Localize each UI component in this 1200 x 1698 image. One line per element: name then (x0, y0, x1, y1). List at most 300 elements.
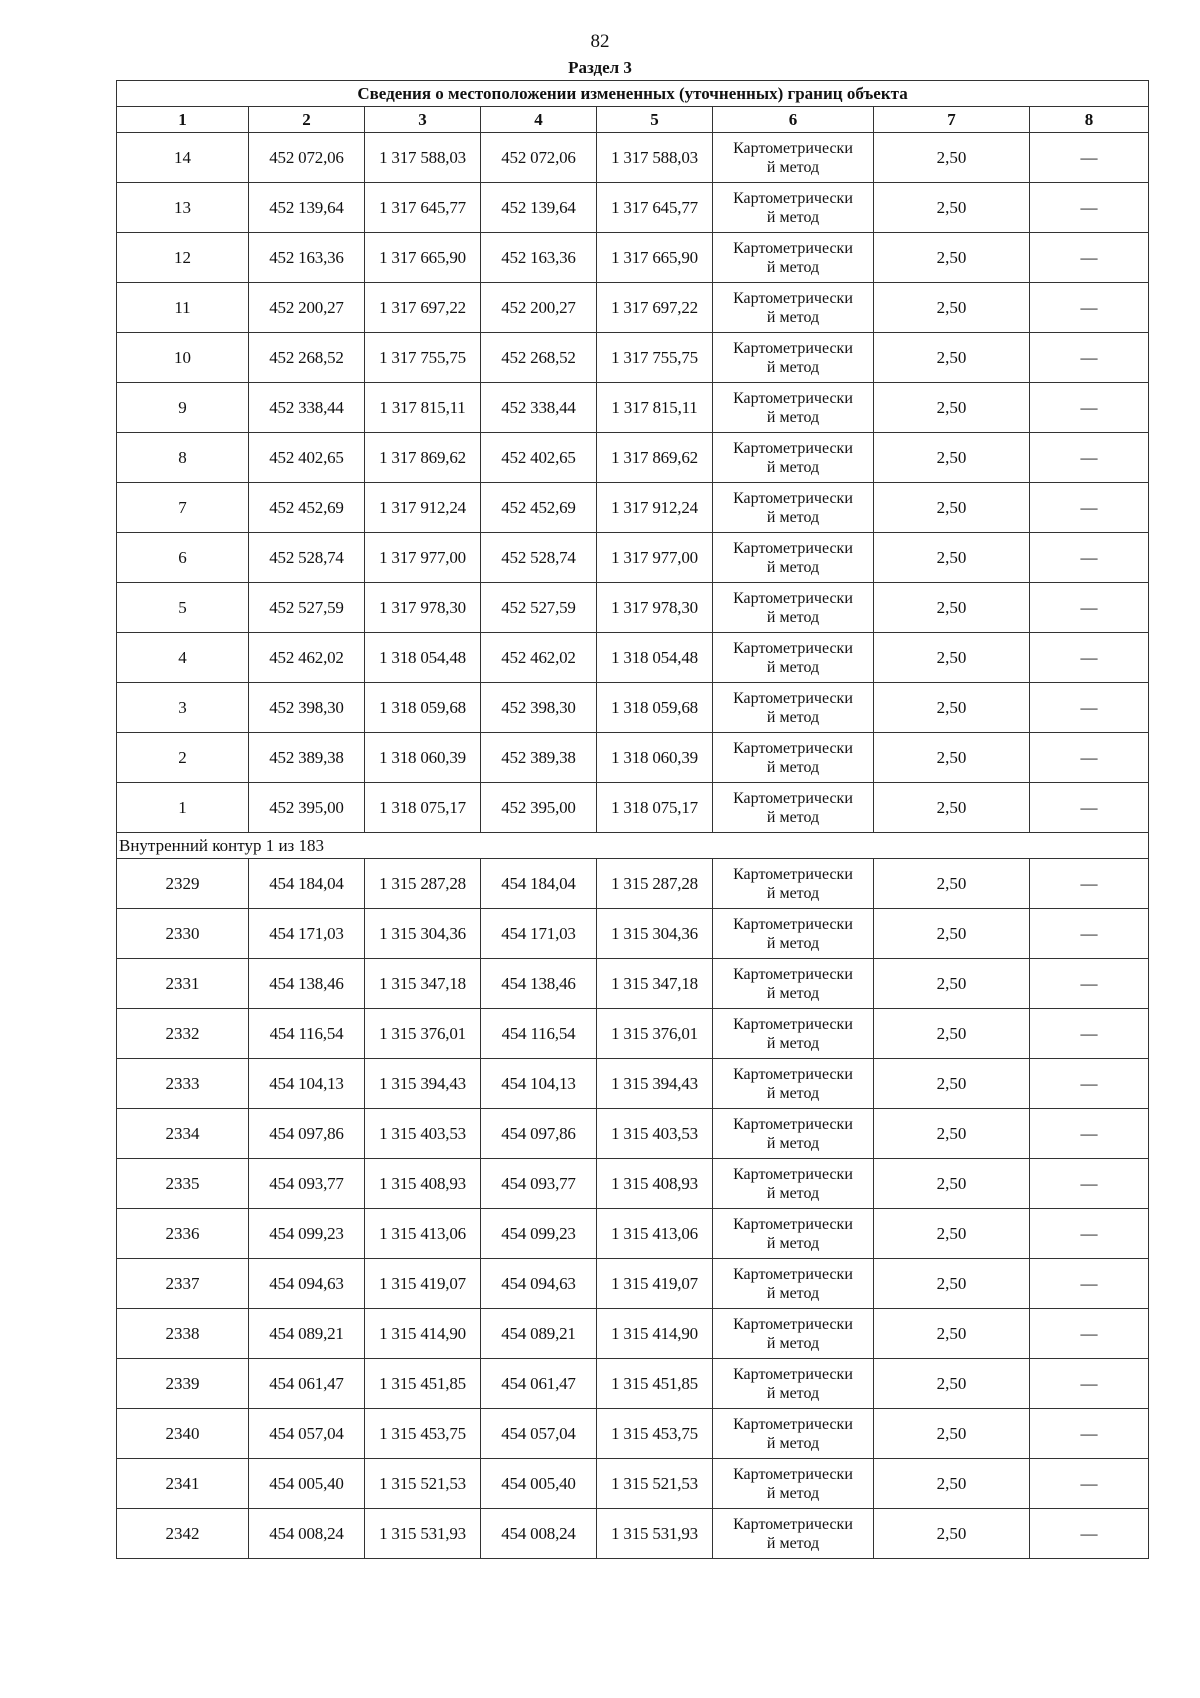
method-cell (713, 859, 874, 909)
precision-cell: 2,50 (874, 1159, 1030, 1209)
existing-y-cell: 1 315 376,01 (365, 1009, 481, 1059)
table-row (117, 733, 1149, 783)
method-line-1: Картометрически (733, 1215, 853, 1233)
table-row (117, 783, 1149, 833)
existing-y-cell: 1 315 287,28 (365, 859, 481, 909)
method-line-2: й метод (766, 934, 820, 952)
table-row (117, 959, 1149, 1009)
method-cell (713, 1309, 874, 1359)
existing-y-cell: 1 315 413,06 (365, 1209, 481, 1259)
point-number-cell: 4 (117, 633, 249, 683)
method-line-2: й метод (766, 1084, 820, 1102)
existing-y-cell: 1 315 304,36 (365, 909, 481, 959)
new-x-cell: 452 527,59 (481, 583, 597, 633)
method-line-2: й метод (766, 1484, 820, 1502)
method-line-2: й метод (766, 458, 820, 476)
precision-cell: 2,50 (874, 959, 1030, 1009)
existing-y-cell: 1 315 531,93 (365, 1509, 481, 1559)
precision-cell: 2,50 (874, 683, 1030, 733)
new-x-cell: 452 398,30 (481, 683, 597, 733)
method-cell (713, 383, 874, 433)
table-row (117, 1309, 1149, 1359)
table-row (117, 233, 1149, 283)
existing-y-cell: 1 315 347,18 (365, 959, 481, 1009)
existing-y-cell: 1 315 521,53 (365, 1459, 481, 1509)
description-cell: — (1030, 1109, 1149, 1159)
precision-cell: 2,50 (874, 859, 1030, 909)
method-line-2: й метод (766, 508, 820, 526)
new-y-cell: 1 315 453,75 (597, 1409, 713, 1459)
method-line-1: Картометрически (733, 239, 853, 257)
description-cell: — (1030, 1509, 1149, 1559)
method-line-2: й метод (766, 208, 820, 226)
method-line-1: Картометрически (733, 1415, 853, 1433)
method-line-2: й метод (766, 1184, 820, 1202)
description-cell: — (1030, 533, 1149, 583)
method-line-1: Картометрически (733, 1165, 853, 1183)
existing-x-cell: 454 005,40 (249, 1459, 365, 1509)
method-cell (713, 1409, 874, 1459)
table-row (117, 1209, 1149, 1259)
method-line-2: й метод (766, 808, 820, 826)
method-line-2: й метод (766, 1384, 820, 1402)
description-cell: — (1030, 383, 1149, 433)
point-number-cell: 3 (117, 683, 249, 733)
point-number-cell: 2342 (117, 1509, 249, 1559)
existing-x-cell: 454 184,04 (249, 859, 365, 909)
description-cell: — (1030, 283, 1149, 333)
table-row (117, 583, 1149, 633)
method-line-1: Картометрически (733, 1065, 853, 1083)
new-x-cell: 452 338,44 (481, 383, 597, 433)
point-number-cell: 2329 (117, 859, 249, 909)
method-line-2: й метод (766, 408, 820, 426)
point-number-cell: 11 (117, 283, 249, 333)
method-cell (713, 433, 874, 483)
description-cell: — (1030, 683, 1149, 733)
new-x-cell: 454 171,03 (481, 909, 597, 959)
method-cell (713, 1509, 874, 1559)
method-cell (713, 483, 874, 533)
existing-y-cell: 1 317 815,11 (365, 383, 481, 433)
table-row (117, 1009, 1149, 1059)
method-line-1: Картометрически (733, 965, 853, 983)
table-row (117, 1259, 1149, 1309)
point-number-cell: 2338 (117, 1309, 249, 1359)
existing-x-cell: 454 094,63 (249, 1259, 365, 1309)
column-header: 1 (117, 107, 249, 133)
section-title: Раздел 3 (568, 58, 632, 77)
method-line-2: й метод (766, 1234, 820, 1252)
existing-y-cell: 1 315 414,90 (365, 1309, 481, 1359)
description-cell: — (1030, 1159, 1149, 1209)
table-row (117, 1059, 1149, 1109)
table-row (117, 283, 1149, 333)
method-line-1: Картометрически (733, 139, 853, 157)
new-y-cell: 1 315 287,28 (597, 859, 713, 909)
table-row (117, 483, 1149, 533)
point-number-cell: 2341 (117, 1459, 249, 1509)
description-cell: — (1030, 1259, 1149, 1309)
description-cell: — (1030, 1409, 1149, 1459)
method-line-2: й метод (766, 708, 820, 726)
precision-cell: 2,50 (874, 333, 1030, 383)
new-x-cell: 454 116,54 (481, 1009, 597, 1059)
existing-x-cell: 454 099,23 (249, 1209, 365, 1259)
method-cell (713, 333, 874, 383)
method-line-2: й метод (766, 658, 820, 676)
precision-cell: 2,50 (874, 1209, 1030, 1259)
method-line-1: Картометрически (733, 789, 853, 807)
existing-x-cell: 454 061,47 (249, 1359, 365, 1409)
point-number-cell: 7 (117, 483, 249, 533)
method-line-2: й метод (766, 158, 820, 176)
method-line-1: Картометрически (733, 339, 853, 357)
method-line-1: Картометрически (733, 1265, 853, 1283)
method-cell (713, 283, 874, 333)
existing-x-cell: 454 093,77 (249, 1159, 365, 1209)
method-line-2: й метод (766, 258, 820, 276)
point-number-cell: 2331 (117, 959, 249, 1009)
method-cell (713, 733, 874, 783)
new-x-cell: 452 139,64 (481, 183, 597, 233)
method-line-1: Картометрически (733, 1015, 853, 1033)
method-line-1: Картометрически (733, 689, 853, 707)
precision-cell: 2,50 (874, 1459, 1030, 1509)
existing-x-cell: 452 072,06 (249, 133, 365, 183)
method-line-1: Картометрически (733, 1115, 853, 1133)
new-y-cell: 1 315 403,53 (597, 1109, 713, 1159)
column-header: 8 (1030, 107, 1149, 133)
precision-cell: 2,50 (874, 1359, 1030, 1409)
precision-cell: 2,50 (874, 233, 1030, 283)
existing-y-cell: 1 318 060,39 (365, 733, 481, 783)
column-header: 3 (365, 107, 481, 133)
new-y-cell: 1 317 912,24 (597, 483, 713, 533)
new-x-cell: 452 452,69 (481, 483, 597, 533)
method-line-1: Картометрически (733, 189, 853, 207)
column-header: 4 (481, 107, 597, 133)
point-number-cell: 2340 (117, 1409, 249, 1459)
existing-x-cell: 454 089,21 (249, 1309, 365, 1359)
precision-cell: 2,50 (874, 1109, 1030, 1159)
method-cell (713, 1109, 874, 1159)
existing-y-cell: 1 315 394,43 (365, 1059, 481, 1109)
precision-cell: 2,50 (874, 733, 1030, 783)
method-line-1: Картометрически (733, 539, 853, 557)
new-x-cell: 452 528,74 (481, 533, 597, 583)
table-row (117, 909, 1149, 959)
table-row (117, 383, 1149, 433)
precision-cell: 2,50 (874, 1409, 1030, 1459)
method-line-1: Картометрически (733, 865, 853, 883)
new-x-cell: 452 395,00 (481, 783, 597, 833)
precision-cell: 2,50 (874, 1309, 1030, 1359)
method-line-1: Картометрически (733, 1515, 853, 1533)
description-cell: — (1030, 1459, 1149, 1509)
point-number-cell: 2333 (117, 1059, 249, 1109)
page-number: 82 (590, 31, 610, 52)
existing-x-cell: 452 527,59 (249, 583, 365, 633)
table-row (117, 1359, 1149, 1409)
method-line-2: й метод (766, 558, 820, 576)
existing-y-cell: 1 317 588,03 (365, 133, 481, 183)
new-x-cell: 452 402,65 (481, 433, 597, 483)
precision-cell: 2,50 (874, 183, 1030, 233)
method-cell (713, 633, 874, 683)
table-row (117, 1159, 1149, 1209)
method-cell (713, 1259, 874, 1309)
point-number-cell: 12 (117, 233, 249, 283)
method-cell (713, 783, 874, 833)
column-header: 2 (249, 107, 365, 133)
existing-x-cell: 452 402,65 (249, 433, 365, 483)
existing-y-cell: 1 318 075,17 (365, 783, 481, 833)
table-caption-row (117, 81, 1149, 107)
contour-label-row (117, 833, 1149, 859)
description-cell: — (1030, 783, 1149, 833)
point-number-cell: 6 (117, 533, 249, 583)
contour-label: Внутренний контур 1 из 183 (117, 833, 1149, 859)
point-number-cell: 5 (117, 583, 249, 633)
new-y-cell: 1 317 755,75 (597, 333, 713, 383)
existing-x-cell: 452 338,44 (249, 383, 365, 433)
description-cell: — (1030, 733, 1149, 783)
precision-cell: 2,50 (874, 1059, 1030, 1109)
precision-cell: 2,50 (874, 433, 1030, 483)
new-y-cell: 1 315 347,18 (597, 959, 713, 1009)
existing-y-cell: 1 317 697,22 (365, 283, 481, 333)
table-row (117, 1109, 1149, 1159)
description-cell: — (1030, 1009, 1149, 1059)
existing-x-cell: 454 097,86 (249, 1109, 365, 1159)
existing-x-cell: 452 452,69 (249, 483, 365, 533)
existing-y-cell: 1 317 977,00 (365, 533, 481, 583)
existing-x-cell: 454 104,13 (249, 1059, 365, 1109)
existing-y-cell: 1 317 665,90 (365, 233, 481, 283)
method-line-1: Картометрически (733, 915, 853, 933)
point-number-cell: 9 (117, 383, 249, 433)
table-row (117, 683, 1149, 733)
method-line-1: Картометрически (733, 389, 853, 407)
method-cell (713, 1059, 874, 1109)
existing-x-cell: 452 139,64 (249, 183, 365, 233)
method-line-1: Картометрически (733, 739, 853, 757)
description-cell: — (1030, 483, 1149, 533)
method-line-2: й метод (766, 1534, 820, 1552)
existing-x-cell: 452 398,30 (249, 683, 365, 733)
new-y-cell: 1 318 075,17 (597, 783, 713, 833)
table-row (117, 333, 1149, 383)
method-cell (713, 233, 874, 283)
new-x-cell: 454 061,47 (481, 1359, 597, 1409)
table-row (117, 133, 1149, 183)
method-line-2: й метод (766, 358, 820, 376)
method-line-1: Картометрически (733, 489, 853, 507)
new-y-cell: 1 318 060,39 (597, 733, 713, 783)
method-line-2: й метод (766, 1434, 820, 1452)
point-number-cell: 2339 (117, 1359, 249, 1409)
existing-x-cell: 454 171,03 (249, 909, 365, 959)
point-number-cell: 2330 (117, 909, 249, 959)
point-number-cell: 14 (117, 133, 249, 183)
description-cell: — (1030, 1309, 1149, 1359)
precision-cell: 2,50 (874, 1259, 1030, 1309)
point-number-cell: 8 (117, 433, 249, 483)
new-x-cell: 452 072,06 (481, 133, 597, 183)
point-number-cell: 1 (117, 783, 249, 833)
column-header: 6 (713, 107, 874, 133)
coordinates-table (116, 80, 1149, 1559)
existing-x-cell: 452 389,38 (249, 733, 365, 783)
new-x-cell: 452 389,38 (481, 733, 597, 783)
new-x-cell: 454 184,04 (481, 859, 597, 909)
point-number-cell: 10 (117, 333, 249, 383)
point-number-cell: 13 (117, 183, 249, 233)
new-y-cell: 1 315 451,85 (597, 1359, 713, 1409)
existing-y-cell: 1 318 059,68 (365, 683, 481, 733)
table-row (117, 1459, 1149, 1509)
precision-cell: 2,50 (874, 533, 1030, 583)
description-cell: — (1030, 583, 1149, 633)
method-cell (713, 1459, 874, 1509)
column-header: 5 (597, 107, 713, 133)
description-cell: — (1030, 1359, 1149, 1409)
new-x-cell: 454 057,04 (481, 1409, 597, 1459)
point-number-cell: 2335 (117, 1159, 249, 1209)
point-number-cell: 2336 (117, 1209, 249, 1259)
description-cell: — (1030, 1209, 1149, 1259)
new-y-cell: 1 315 419,07 (597, 1259, 713, 1309)
method-cell (713, 183, 874, 233)
new-y-cell: 1 317 869,62 (597, 433, 713, 483)
new-y-cell: 1 315 408,93 (597, 1159, 713, 1209)
point-number-cell: 2337 (117, 1259, 249, 1309)
new-x-cell: 454 099,23 (481, 1209, 597, 1259)
description-cell: — (1030, 1059, 1149, 1109)
method-cell (713, 1209, 874, 1259)
table-row (117, 533, 1149, 583)
method-line-1: Картометрически (733, 639, 853, 657)
existing-x-cell: 454 057,04 (249, 1409, 365, 1459)
new-x-cell: 452 462,02 (481, 633, 597, 683)
precision-cell: 2,50 (874, 633, 1030, 683)
new-x-cell: 454 138,46 (481, 959, 597, 1009)
new-y-cell: 1 315 376,01 (597, 1009, 713, 1059)
method-line-1: Картометрически (733, 1465, 853, 1483)
precision-cell: 2,50 (874, 283, 1030, 333)
existing-x-cell: 454 116,54 (249, 1009, 365, 1059)
existing-y-cell: 1 315 403,53 (365, 1109, 481, 1159)
precision-cell: 2,50 (874, 1009, 1030, 1059)
description-cell: — (1030, 859, 1149, 909)
new-x-cell: 454 104,13 (481, 1059, 597, 1109)
new-y-cell: 1 315 414,90 (597, 1309, 713, 1359)
point-number-cell: 2334 (117, 1109, 249, 1159)
description-cell: — (1030, 959, 1149, 1009)
description-cell: — (1030, 133, 1149, 183)
existing-x-cell: 452 462,02 (249, 633, 365, 683)
new-x-cell: 452 268,52 (481, 333, 597, 383)
existing-y-cell: 1 315 408,93 (365, 1159, 481, 1209)
table-row (117, 1409, 1149, 1459)
method-cell (713, 1359, 874, 1409)
method-cell (713, 683, 874, 733)
existing-x-cell: 454 008,24 (249, 1509, 365, 1559)
existing-x-cell: 452 268,52 (249, 333, 365, 383)
method-line-1: Картометрически (733, 1315, 853, 1333)
precision-cell: 2,50 (874, 909, 1030, 959)
new-y-cell: 1 317 588,03 (597, 133, 713, 183)
method-line-2: й метод (766, 308, 820, 326)
description-cell: — (1030, 333, 1149, 383)
description-cell: — (1030, 433, 1149, 483)
existing-x-cell: 452 163,36 (249, 233, 365, 283)
existing-y-cell: 1 317 978,30 (365, 583, 481, 633)
existing-x-cell: 452 200,27 (249, 283, 365, 333)
new-y-cell: 1 318 059,68 (597, 683, 713, 733)
new-y-cell: 1 315 521,53 (597, 1459, 713, 1509)
new-y-cell: 1 318 054,48 (597, 633, 713, 683)
column-header-row (117, 107, 1149, 133)
method-cell (713, 1009, 874, 1059)
existing-y-cell: 1 317 755,75 (365, 333, 481, 383)
point-number-cell: 2332 (117, 1009, 249, 1059)
new-y-cell: 1 317 977,00 (597, 533, 713, 583)
precision-cell: 2,50 (874, 133, 1030, 183)
new-x-cell: 454 089,21 (481, 1309, 597, 1359)
method-line-1: Картометрически (733, 589, 853, 607)
new-x-cell: 454 097,86 (481, 1109, 597, 1159)
new-y-cell: 1 317 978,30 (597, 583, 713, 633)
table-row (117, 433, 1149, 483)
existing-y-cell: 1 317 645,77 (365, 183, 481, 233)
new-y-cell: 1 317 645,77 (597, 183, 713, 233)
method-line-1: Картометрически (733, 439, 853, 457)
method-line-2: й метод (766, 758, 820, 776)
new-x-cell: 454 093,77 (481, 1159, 597, 1209)
new-y-cell: 1 317 815,11 (597, 383, 713, 433)
new-x-cell: 452 200,27 (481, 283, 597, 333)
precision-cell: 2,50 (874, 783, 1030, 833)
method-line-2: й метод (766, 1334, 820, 1352)
description-cell: — (1030, 909, 1149, 959)
existing-y-cell: 1 317 869,62 (365, 433, 481, 483)
new-y-cell: 1 317 665,90 (597, 233, 713, 283)
table-row (117, 859, 1149, 909)
existing-y-cell: 1 317 912,24 (365, 483, 481, 533)
precision-cell: 2,50 (874, 383, 1030, 433)
new-y-cell: 1 315 413,06 (597, 1209, 713, 1259)
method-line-1: Картометрически (733, 289, 853, 307)
method-line-2: й метод (766, 884, 820, 902)
new-x-cell: 454 008,24 (481, 1509, 597, 1559)
new-x-cell: 452 163,36 (481, 233, 597, 283)
existing-y-cell: 1 318 054,48 (365, 633, 481, 683)
method-cell (713, 583, 874, 633)
precision-cell: 2,50 (874, 1509, 1030, 1559)
new-y-cell: 1 315 531,93 (597, 1509, 713, 1559)
method-cell (713, 909, 874, 959)
precision-cell: 2,50 (874, 483, 1030, 533)
table-row (117, 1509, 1149, 1559)
method-cell (713, 133, 874, 183)
existing-x-cell: 452 528,74 (249, 533, 365, 583)
method-line-2: й метод (766, 1284, 820, 1302)
new-x-cell: 454 094,63 (481, 1259, 597, 1309)
table-row (117, 633, 1149, 683)
new-x-cell: 454 005,40 (481, 1459, 597, 1509)
